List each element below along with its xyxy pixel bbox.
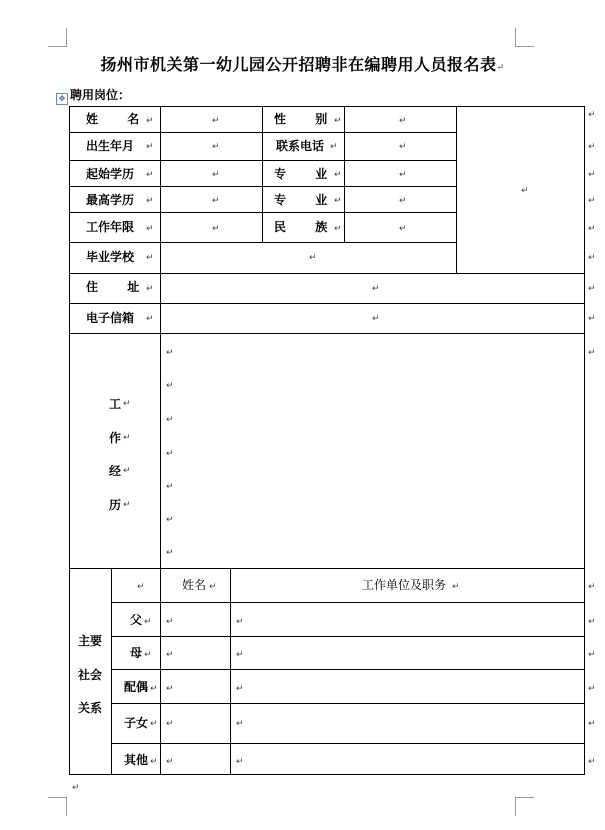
label-major-1: 专 业 bbox=[274, 167, 328, 181]
label-relations-1: 主要 bbox=[78, 634, 103, 648]
relation-father: 父 bbox=[130, 613, 143, 627]
input-phone[interactable]: ↵ bbox=[399, 142, 407, 152]
input-top-edu[interactable]: ↵ bbox=[212, 196, 220, 206]
input-other-name[interactable]: ↵ bbox=[166, 757, 174, 767]
input-gender[interactable]: ↵ bbox=[399, 116, 407, 126]
input-mother-unit[interactable]: ↵ bbox=[236, 650, 244, 660]
label-work-history-2: 作 bbox=[109, 431, 122, 445]
input-ethnicity[interactable]: ↵ bbox=[399, 224, 407, 234]
document-title: 扬州市机关第一幼儿园公开招聘非在编聘用人员报名表↵ bbox=[100, 55, 505, 74]
label-phone: 联系电话 bbox=[276, 139, 325, 153]
label-work-history-4: 历 bbox=[109, 498, 122, 512]
label-address: 住 址 bbox=[86, 280, 140, 294]
input-address[interactable]: ↵ bbox=[372, 284, 380, 294]
label-work-years: 工作年限 bbox=[86, 220, 135, 234]
label-major-2: 专 业 bbox=[274, 193, 328, 207]
header-name: 姓名 bbox=[182, 578, 207, 592]
label-ethnicity: 民 族 bbox=[274, 220, 328, 234]
label-work-history-3: 经 bbox=[109, 464, 122, 478]
label-relations-2: 社会 bbox=[78, 668, 103, 682]
label-relations-3: 关系 bbox=[78, 701, 103, 715]
photo-cell[interactable]: ↵ bbox=[521, 186, 529, 196]
crop-mark-bottom-right bbox=[515, 797, 534, 816]
label-work-history-1: 工 bbox=[109, 397, 122, 411]
relation-mother: 母 bbox=[130, 646, 143, 660]
input-email[interactable]: ↵ bbox=[372, 314, 380, 324]
relation-spouse: 配偶 bbox=[124, 680, 149, 694]
header-unit: 工作单位及职务 bbox=[362, 578, 447, 592]
input-other-unit[interactable]: ↵ bbox=[236, 757, 244, 767]
relation-children: 子女 bbox=[124, 716, 149, 730]
input-mother-name[interactable]: ↵ bbox=[166, 650, 174, 660]
end-paragraph-mark: ↵ bbox=[72, 783, 80, 793]
input-birth[interactable]: ↵ bbox=[212, 142, 220, 152]
label-start-edu: 起始学历 bbox=[86, 167, 135, 181]
input-children-unit[interactable]: ↵ bbox=[236, 719, 244, 729]
input-major-2[interactable]: ↵ bbox=[399, 196, 407, 206]
label-gender: 性 别 bbox=[274, 112, 328, 126]
label-birth: 出生年月 bbox=[86, 139, 135, 153]
input-spouse-unit[interactable]: ↵ bbox=[236, 684, 244, 694]
crop-mark-top-right bbox=[515, 28, 534, 47]
label-name: 姓 名 bbox=[86, 112, 140, 126]
input-children-name[interactable]: ↵ bbox=[166, 719, 174, 729]
crop-mark-top-left bbox=[48, 28, 67, 47]
relation-other: 其他 bbox=[124, 753, 149, 767]
post-label: 聘用岗位： bbox=[70, 88, 131, 102]
input-major-1[interactable]: ↵ bbox=[399, 170, 407, 180]
label-top-edu: 最高学历 bbox=[86, 193, 135, 207]
input-work-years[interactable]: ↵ bbox=[212, 224, 220, 234]
input-father-unit[interactable]: ↵ bbox=[236, 617, 244, 627]
crop-mark-bottom-left bbox=[48, 797, 67, 816]
table-move-handle-icon[interactable]: ✥ bbox=[56, 93, 68, 105]
input-school[interactable]: ↵ bbox=[309, 253, 317, 263]
label-school: 毕业学校 bbox=[86, 250, 135, 264]
label-email: 电子信箱 bbox=[86, 311, 135, 325]
input-spouse-name[interactable]: ↵ bbox=[166, 684, 174, 694]
input-father-name[interactable]: ↵ bbox=[166, 617, 174, 627]
input-start-edu[interactable]: ↵ bbox=[212, 170, 220, 180]
input-name[interactable]: ↵ bbox=[212, 116, 220, 126]
